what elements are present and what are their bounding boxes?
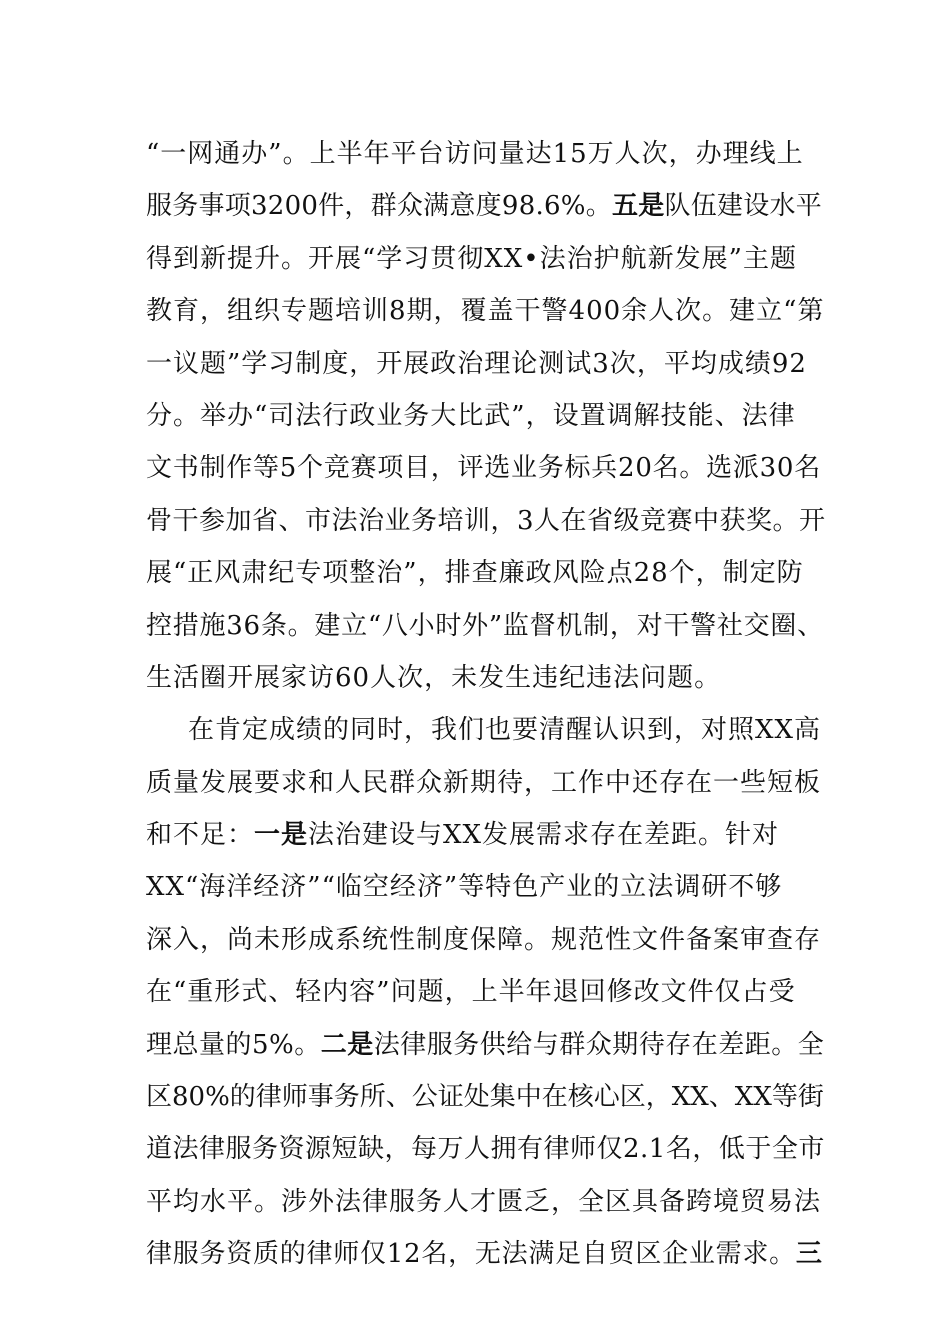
text-line: 深入，尚未形成系统性制度保障。规范性文件备案审查存 bbox=[146, 924, 822, 955]
emphasis-ordinal: 一是 bbox=[254, 820, 309, 851]
emphasis-ordinal: 五是 bbox=[612, 191, 665, 222]
emphasis-ordinal: 三 bbox=[795, 1239, 823, 1270]
text-line: 展“正风肃纪专项整治”，排查廉政风险点28个，制定防 bbox=[146, 558, 804, 589]
text-segment: 队伍建设水平 bbox=[664, 191, 823, 222]
text-line: 文书制作等5个竞赛项目，评选业务标兵20名。选派30名 bbox=[146, 453, 821, 484]
text-line: 控措施36条。建立“八小时外”监督机制，对干警社交圈、 bbox=[146, 610, 824, 641]
text-line bbox=[146, 180, 826, 232]
text-line: 一议题”学习制度，开展政治理论测试3次，平均成绩92 bbox=[146, 348, 807, 379]
text-line: 教育，组织专题培训8期，覆盖干警400余人次。建立“第 bbox=[146, 296, 825, 327]
text-line bbox=[146, 1019, 826, 1071]
text-segment: 法律服务供给与群众期待存在差距。全 bbox=[373, 1029, 825, 1060]
text-segment: 和不足： bbox=[146, 820, 255, 851]
text-line: 质量发展要求和人民群众新期待，工作中还存在一些短板 bbox=[146, 767, 822, 798]
text-segment: 理总量的5%。 bbox=[146, 1029, 321, 1060]
text-line: 道法律服务资源短缺，每万人拥有律师仅2.1名，低于全市 bbox=[146, 1134, 825, 1165]
text-segment: 律服务资质的律师仅12名，无法满足自贸区企业需求。 bbox=[146, 1239, 796, 1270]
document-body bbox=[146, 128, 826, 1281]
text-segment: 法治建设与XX发展需求存在差距。针对 bbox=[308, 820, 780, 851]
text-line: 平均水平。涉外法律服务人才匮乏，全区具备跨境贸易法 bbox=[146, 1186, 822, 1217]
text-line: 分。举办“司法行政业务大比武”，设置调解技能、法律 bbox=[146, 400, 796, 431]
text-line: 骨干参加省、市法治业务培训，3人在省级竞赛中获奖。开 bbox=[146, 505, 826, 536]
text-line bbox=[146, 1228, 826, 1280]
text-line: “一网通办”。上半年平台访问量达15万人次，办理线上 bbox=[146, 139, 804, 169]
text-line: 生活圈开展家访60人次，未发生违纪违法问题。 bbox=[146, 662, 722, 693]
emphasis-ordinal: 二是 bbox=[320, 1029, 374, 1060]
text-segment: 服务事项3200件，群众满意度98.6%。 bbox=[146, 191, 613, 222]
paragraph-start-line: 在肯定成绩的同时，我们也要清醒认识到，对照XX高 bbox=[188, 715, 822, 746]
text-line: 在“重形式、轻内容”问题，上半年退回修改文件仅占受 bbox=[146, 977, 796, 1008]
text-line bbox=[146, 809, 826, 861]
text-line: 区80%的律师事务所、公证处集中在核心区，XX、XX等街 bbox=[146, 1082, 824, 1113]
text-line: 得到新提升。开展“学习贯彻XX•法治护航新发展”主题 bbox=[146, 243, 797, 274]
text-line: XX“海洋经济”“临空经济”等特色产业的立法调研不够 bbox=[146, 872, 783, 903]
